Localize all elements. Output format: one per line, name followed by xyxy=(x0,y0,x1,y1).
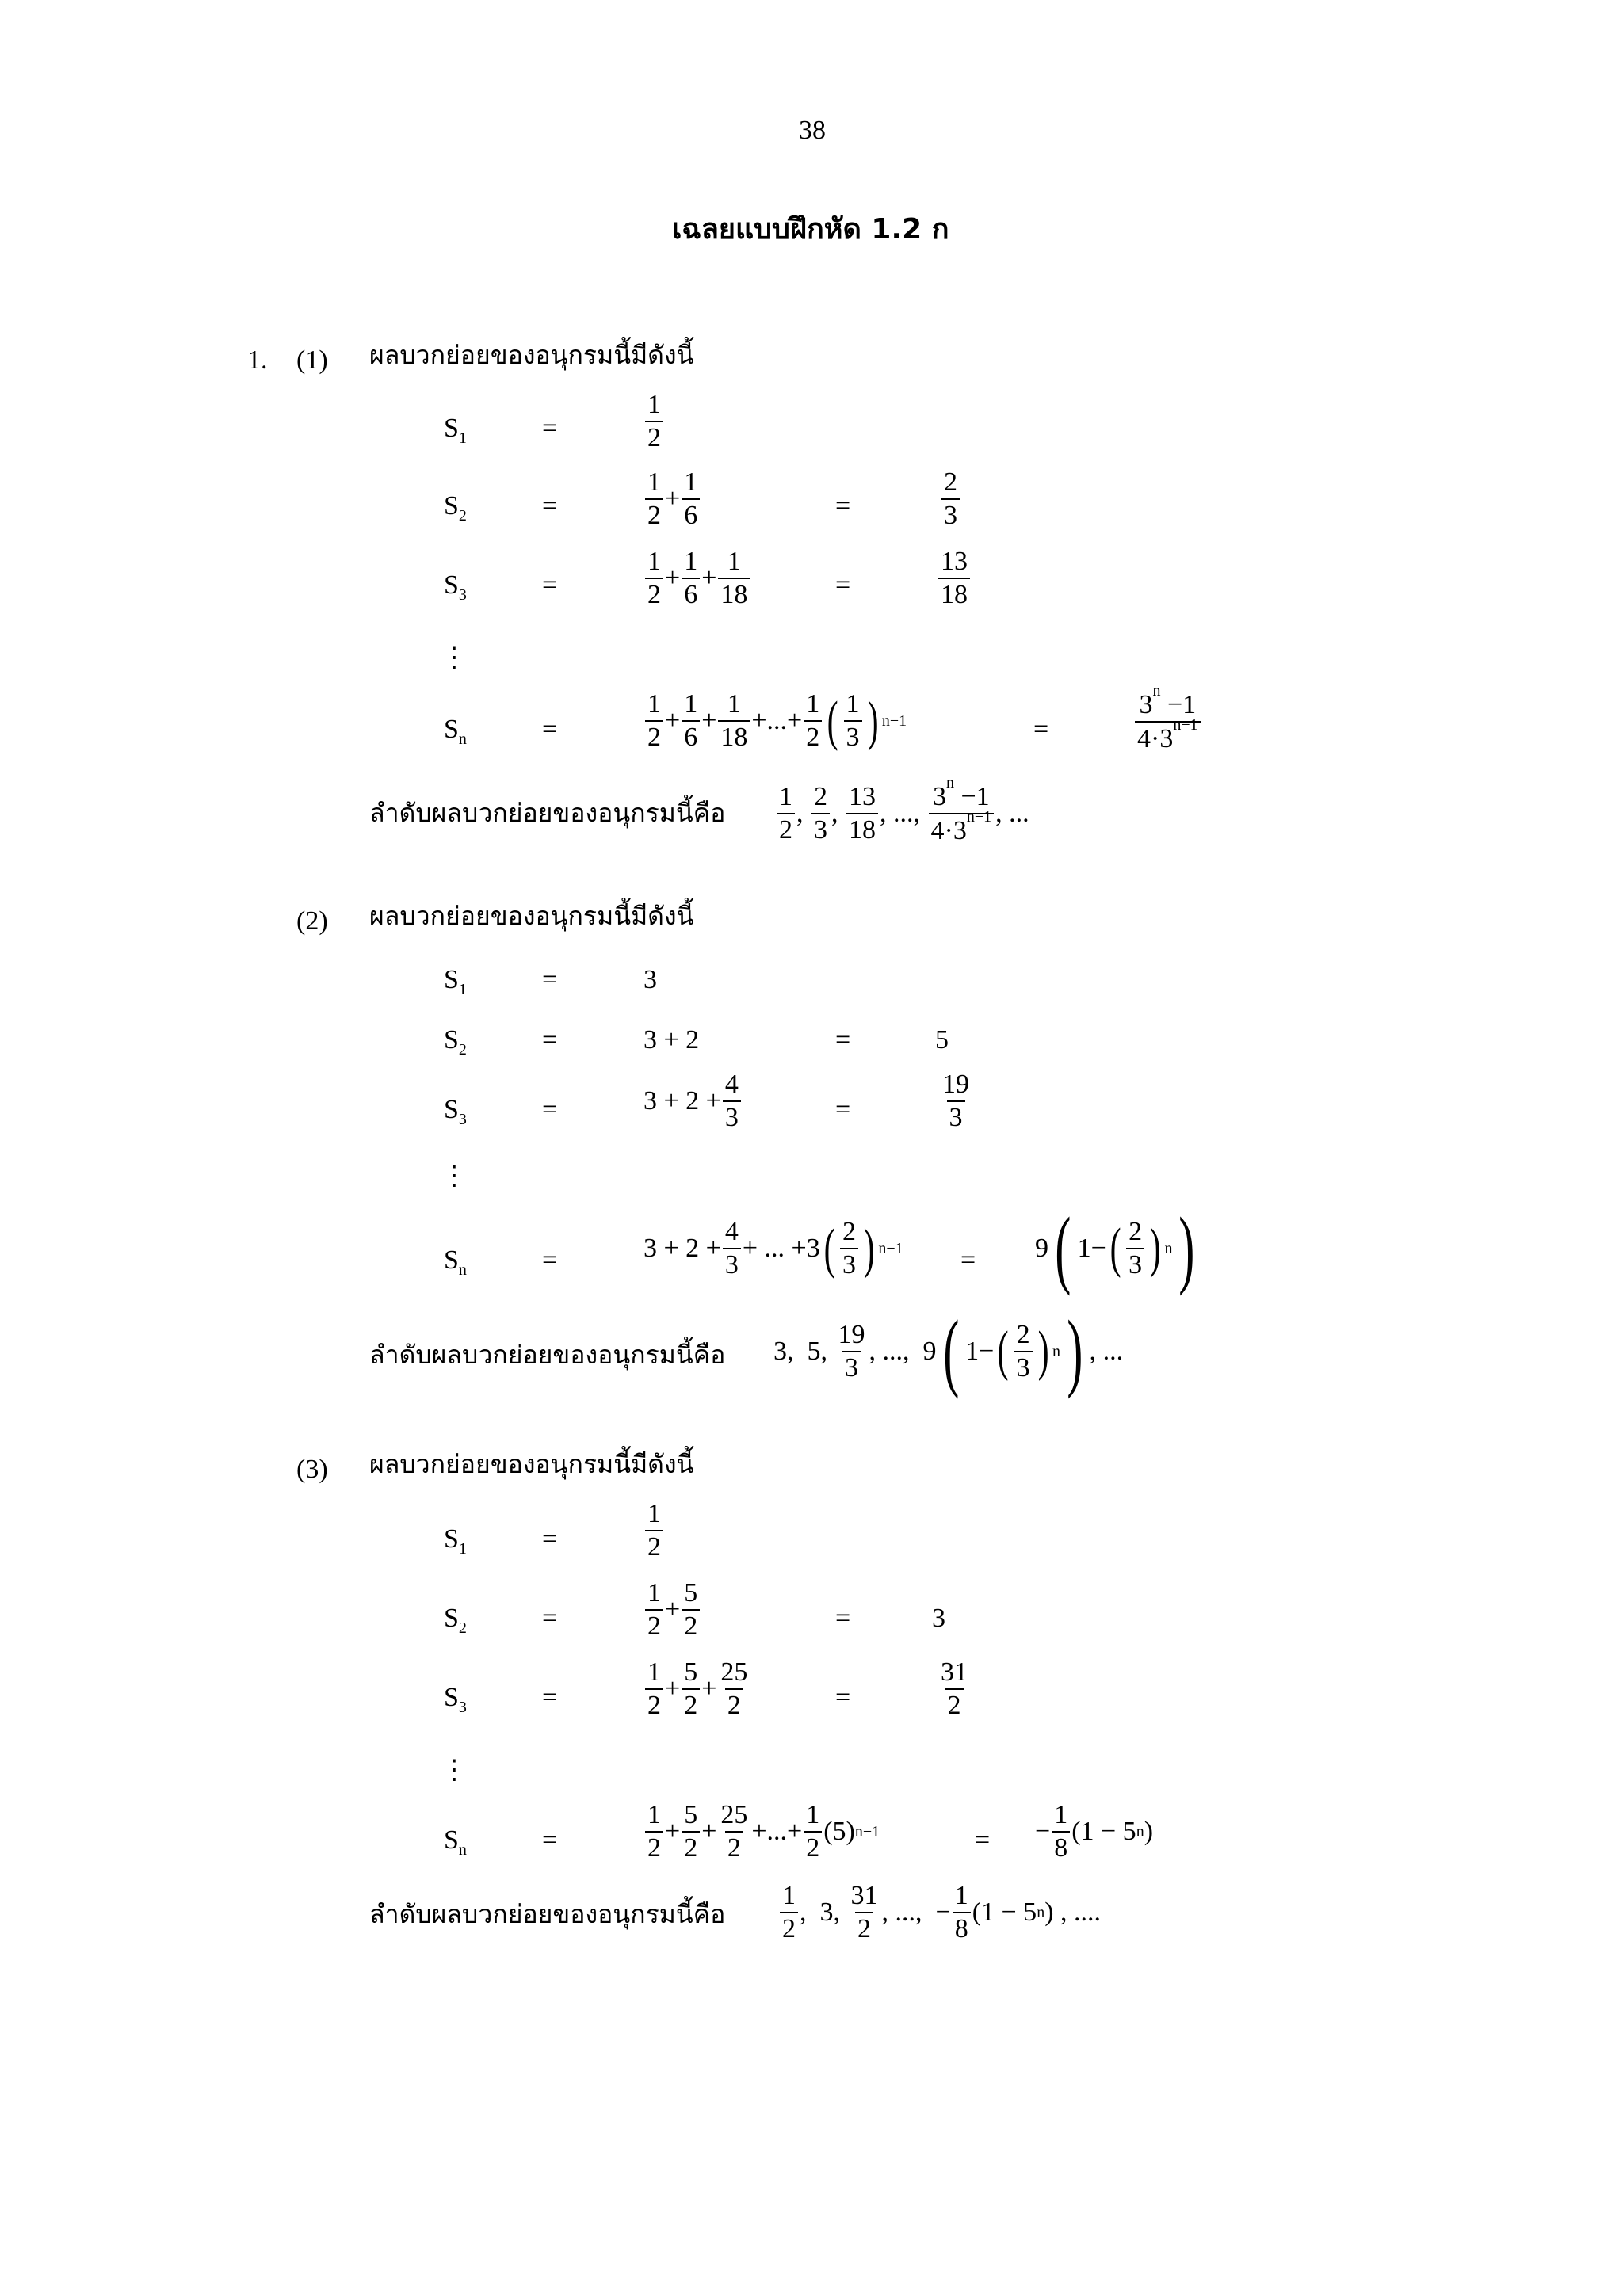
part-2-sequence: 3, 5, $\frac{19}{3}$ , ..., 9 ( 1− ( $\frac{2}{3}$ ) n ) , ... xyxy=(773,1302,1124,1399)
page-number: 38 xyxy=(799,116,826,145)
part-3-intro: ผลบวกย่อยของอนุกรมนี้มีดังนี้ xyxy=(369,1449,694,1479)
equals-sign: = xyxy=(1033,715,1049,744)
part-label-2: (2) xyxy=(296,906,328,936)
sn-result: 9 ( 1− ( $\frac{2}{3}$ ) n ) xyxy=(1035,1199,1195,1296)
s2-label: $S_2$ xyxy=(444,1025,467,1058)
s2-result: 3 xyxy=(932,1604,945,1633)
equals-sign: = xyxy=(542,1025,558,1055)
equals-sign: = xyxy=(542,570,558,600)
equals-sign: = xyxy=(542,965,558,994)
s1-label: $S_1$ xyxy=(444,965,467,998)
vertical-ellipsis: ⋮ xyxy=(441,1756,468,1785)
equals-sign: = xyxy=(835,1604,851,1633)
equals-sign: = xyxy=(542,1683,558,1712)
equals-sign: = xyxy=(542,1245,558,1275)
equals-sign: = xyxy=(542,1604,558,1633)
s3-result: $\frac{19}{3}$ xyxy=(942,1070,969,1132)
s3-expression: $\frac{1}{2}$ + $\frac{1}{6}$ + $\frac{1}{18}$ xyxy=(643,548,751,608)
problem-number: 1. xyxy=(247,345,268,375)
sn-label: $S_n$ xyxy=(444,1245,467,1279)
s2-label: $S_2$ xyxy=(444,491,467,524)
sn-label: $S_n$ xyxy=(444,1825,467,1859)
equals-sign: = xyxy=(835,491,851,521)
part-3-sequence: $\frac{1}{2}$ , 3, $\frac{31}{2}$ , ..., − $\frac{1}{8}$ (1 − 5 n ) , .... xyxy=(778,1882,1101,1943)
s3-label: $S_3$ xyxy=(444,1095,467,1128)
sn-expression: $\frac{1}{2}$ + $\frac{5}{2}$ + $\frac{25}{2}$ +...+ $\frac{1}{2}$ (5) n−1 xyxy=(643,1802,880,1862)
s2-label: $S_2$ xyxy=(444,1604,467,1637)
s2-expression: $\frac{1}{2}$ + $\frac{5}{2}$ xyxy=(643,1580,701,1640)
s2-expression: 3 + 2 xyxy=(643,1025,700,1055)
part-1-sequence: $\frac{1}{2}$ , $\frac{2}{3}$ , $\frac{13}{18}$ , ..., $\frac{3^n -1}{4\cdot 3^{n-1}}$ , ... xyxy=(775,783,1029,845)
part-label-1: (1) xyxy=(296,345,328,375)
equals-sign: = xyxy=(835,1025,851,1055)
s1-expression: $\frac{1}{2}$ xyxy=(643,1501,665,1561)
sn-result: $\frac{3^n -1}{4\cdot 3^{n-1}}$ xyxy=(1133,691,1202,753)
equals-sign: = xyxy=(835,1095,851,1124)
equals-sign: = xyxy=(835,1683,851,1712)
part-2-intro: ผลบวกย่อยของอนุกรมนี้มีดังนี้ xyxy=(369,901,694,931)
equals-sign: = xyxy=(542,1524,558,1554)
s3-expression: $\frac{1}{2}$ + $\frac{5}{2}$ + $\frac{25}{2}$ xyxy=(643,1659,751,1719)
equals-sign: = xyxy=(542,491,558,521)
s2-result: 5 xyxy=(935,1025,949,1055)
sn-expression: $\frac{1}{2}$ + $\frac{1}{6}$ + $\frac{1}{18}$ +...+ $\frac{1}{2}$ ( $\frac{1}{3}$ ) n−1 xyxy=(643,691,907,751)
part-1-intro: ผลบวกย่อยของอนุกรมนี้มีดังนี้ xyxy=(369,340,694,370)
part-label-3: (3) xyxy=(296,1455,328,1484)
s3-expression: 3 + 2 + $\frac{4}{3}$ xyxy=(643,1071,743,1131)
equals-sign: = xyxy=(960,1245,976,1275)
equals-sign: = xyxy=(542,1095,558,1124)
s1-label: $S_1$ xyxy=(444,414,467,447)
sn-expression: 3 + 2 + $\frac{4}{3}$ + ... +3 ( $\frac{2}{3}$ ) n−1 xyxy=(643,1217,903,1280)
equals-sign: = xyxy=(835,570,851,600)
s3-label: $S_3$ xyxy=(444,1683,467,1716)
s3-label: $S_3$ xyxy=(444,570,467,604)
part-2-conclusion: ลำดับผลบวกย่อยของอนุกรมนี้คือ xyxy=(369,1340,726,1370)
s1-expression: $\frac{1}{2}$ xyxy=(643,391,665,452)
equals-sign: = xyxy=(542,715,558,744)
part-3-conclusion: ลำดับผลบวกย่อยของอนุกรมนี้คือ xyxy=(369,1899,726,1929)
page-title: เฉลยแบบฝึกหัด 1.2 ก xyxy=(672,213,949,246)
s1-expression: 3 xyxy=(643,965,657,994)
sn-result: − $\frac{1}{8}$ (1 − 5 n ) xyxy=(1035,1800,1154,1863)
s3-result: $\frac{13}{18}$ xyxy=(937,548,972,608)
sn-label: $S_n$ xyxy=(444,715,467,748)
s2-expression: $\frac{1}{2}$ + $\frac{1}{6}$ xyxy=(643,469,701,529)
equals-sign: = xyxy=(542,1825,558,1855)
s3-result: $\frac{31}{2}$ xyxy=(941,1657,968,1720)
vertical-ellipsis: ⋮ xyxy=(441,643,468,673)
s2-result: $\frac{2}{3}$ xyxy=(940,469,961,529)
s1-label: $S_1$ xyxy=(444,1524,467,1558)
part-1-conclusion: ลำดับผลบวกย่อยของอนุกรมนี้คือ xyxy=(369,798,726,828)
equals-sign: = xyxy=(542,414,558,443)
equals-sign: = xyxy=(975,1825,991,1855)
vertical-ellipsis: ⋮ xyxy=(441,1161,468,1191)
